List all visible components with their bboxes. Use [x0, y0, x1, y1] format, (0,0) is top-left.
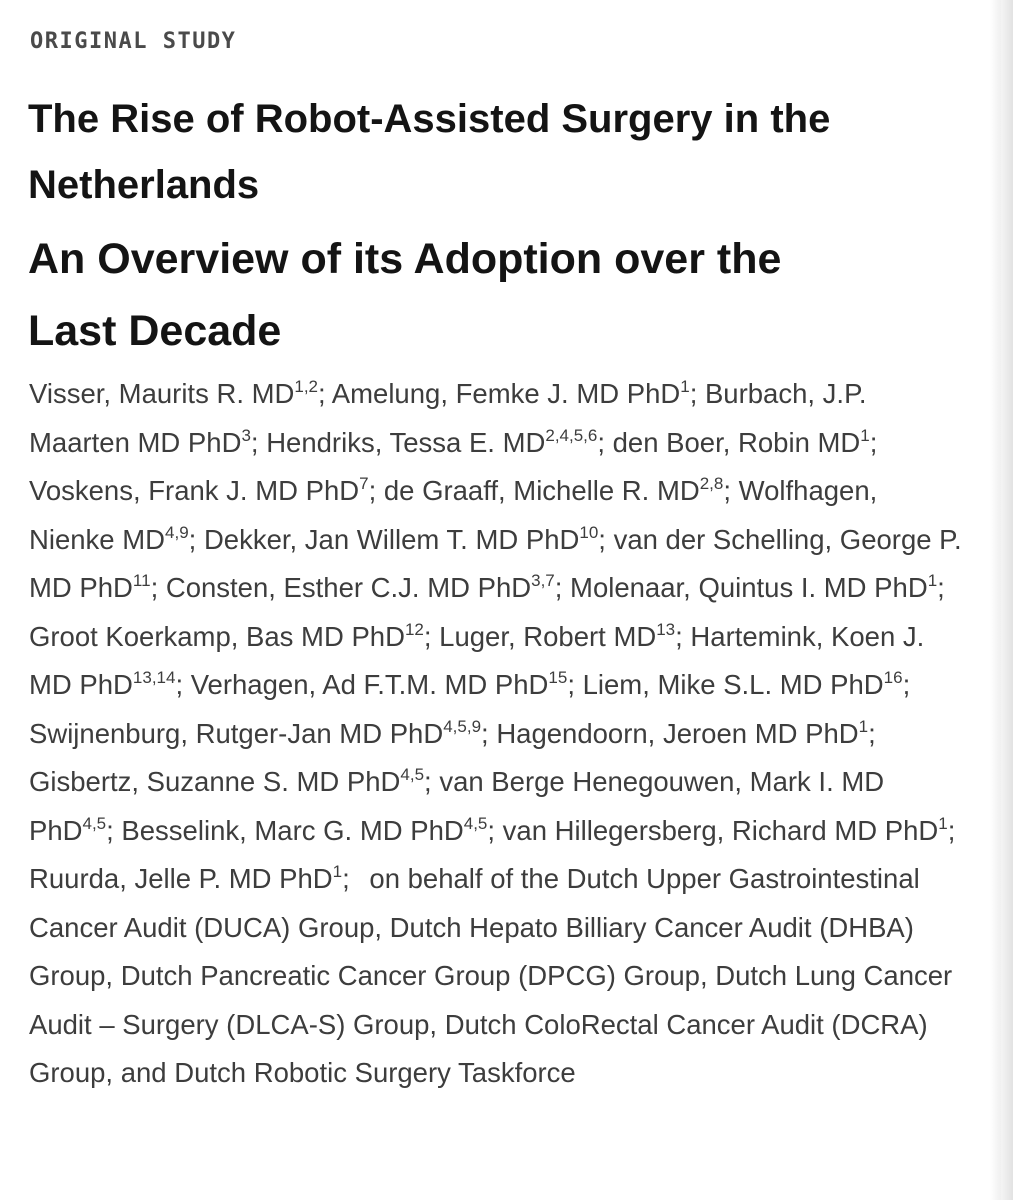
author-name[interactable]: van Berge Henegouwen, Mark I. MD PhD — [29, 766, 885, 846]
author-name[interactable]: Dekker, Jan Willem T. MD PhD — [203, 523, 580, 555]
affiliation-number[interactable]: 12 — [404, 619, 424, 639]
affiliation-number[interactable]: 1 — [927, 571, 938, 590]
affiliation-number[interactable]: 1 — [332, 862, 343, 881]
affiliation-number[interactable]: 1 — [860, 425, 870, 445]
author-name[interactable]: Groot Koerkamp, Bas MD PhD — [29, 620, 405, 652]
article-type-label: ORIGINAL STUDY — [30, 29, 237, 54]
affiliation-number[interactable]: 4,5 — [463, 813, 488, 833]
group-authorship: on behalf of the Dutch Upper Gastrointestinal Cancer Audit (DUCA) Group, Dutch Hepato Billiary Cancer Audit (DHBA) Group, Dutch Pancreatic Cancer Group (DPCG) Group, Dutch Lung Cancer Audit – Surgery (DLCA-S) Group, Dutch ColoRectal Cancer Audit (DCRA) Group, and Dutch Robotic Surgery Taskforce — [29, 863, 953, 1088]
author-name[interactable]: den Boer, Robin MD — [612, 426, 861, 458]
affiliation-number[interactable]: 2,4,5,6 — [545, 425, 598, 445]
author-name[interactable]: Luger, Robert MD — [439, 620, 657, 652]
affiliation-number[interactable]: 13 — [656, 619, 676, 639]
affiliation-number[interactable]: 16 — [883, 668, 903, 687]
author-name[interactable]: Molenaar, Quintus I. MD PhD — [570, 572, 928, 603]
affiliation-number[interactable]: 1,2 — [294, 377, 319, 396]
author-name[interactable]: van Hillegersberg, Richard MD PhD — [502, 814, 939, 846]
article-subtitle-line2: Last Decade — [28, 307, 282, 355]
affiliation-number[interactable]: 13,14 — [132, 668, 176, 687]
author-name[interactable]: van der Schelling, George P. MD PhD — [29, 523, 962, 603]
affiliation-number[interactable]: 1 — [858, 716, 869, 736]
affiliation-number[interactable]: 11 — [132, 571, 151, 590]
affiliation-number[interactable]: 1 — [680, 377, 690, 396]
affiliation-number[interactable]: 7 — [359, 474, 369, 493]
author-name[interactable]: Wolfhagen, Nienke MD — [29, 475, 878, 555]
affiliation-number[interactable]: 4,5 — [400, 765, 425, 784]
author-name[interactable]: Burbach, J.P. Maarten MD PhD — [29, 378, 867, 458]
author-name[interactable]: Amelung, Femke J. MD PhD — [331, 378, 681, 409]
author-name[interactable]: Liem, Mike S.L. MD PhD — [582, 669, 884, 700]
author-name[interactable]: Hagendoorn, Jeroen MD PhD — [496, 717, 859, 749]
affiliation-number[interactable]: 1 — [938, 813, 948, 833]
affiliation-number[interactable]: 3,7 — [531, 571, 555, 590]
article-title — [28, 86, 958, 218]
affiliation-number[interactable]: 4,9 — [165, 522, 189, 542]
affiliation-number[interactable]: 10 — [579, 522, 599, 542]
affiliation-number[interactable]: 15 — [548, 668, 568, 687]
affiliation-number[interactable]: 3 — [241, 425, 251, 445]
scrollbar-track[interactable] — [1001, 0, 1013, 1200]
author-name[interactable]: Consten, Esther C.J. MD PhD — [165, 572, 532, 603]
article-subtitle — [28, 223, 958, 367]
article-title-line2: Netherlands — [28, 163, 260, 207]
author-name[interactable]: Visser, Maurits R. MD — [29, 378, 295, 409]
author-name[interactable]: Gisbertz, Suzanne S. MD PhD — [29, 766, 401, 797]
author-list: Visser, Maurits R. MD$^{1,2}$; Amelung, Femke J. MD PhD$^1$; Burbach, J.P. Maarten MD PhD$^3$; Hendriks, Tessa E. MD$^{2,4,5,6}$; den Boer, Robin $MD^1$; Voskens, Frank J. MD PhD$^7$; de Graaff, Michelle R. MD$^{2,8}$; Wolfhagen, Nienke MD$^{4,9}$; Dekker, Jan Willem T. MD PhD$^{10}$; van der Schelling, George P. MD PhD$^{11}$; Consten, Esther C.J. MD PhD$^{3,7}$; Molenaar, Quintus I. MD PhD$^1$; Groot Koerkamp, Bas MD PhD$^{12}$; Luger, Robert MD$^{13}$; Hartemink, Koen J. MD PhD$^{13,14}$; Verhagen, Ad F.T.M. MD PhD$^{15}$; Liem, Mike S.L. MD PhD$^{16}$; Swijnenburg, Rutger-Jan MD PhD$^{4,5,9}$; Hagendoorn, Jeroen MD PhD$^1$; Gisbertz, Suzanne S. MD PhD$^{4,5}$; van Berge Henegouwen, Mark I. MD PhD$^{4,5}$; Besselink, Marc G. MD PhD$^{4,5}$; van Hillegersberg, Richard MD PhD$^1$; Ruurda, Jelle P. MD PhD$^1$; on behalf of the Dutch Upper Gastrointestinal Cancer Audit (DUCA) Group, Dutch Hepato Billiary Cancer Audit (DHBA) Group, Dutch Pancreatic Cancer Group (DPCG) Group, Dutch Lung Cancer Audit – Surgery (DLCA-S) Group, Dutch ColoRectal Cancer Audit (DCRA) Group, and Dutch Robotic Surgery Taskforce — [29, 377, 962, 1088]
author-name[interactable]: de Graaff, Michelle R. MD — [383, 475, 700, 506]
author-name[interactable]: Besselink, Marc G. MD PhD — [121, 814, 464, 846]
author-name[interactable]: Swijnenburg, Rutger-Jan MD PhD — [29, 717, 444, 749]
author-name[interactable]: Hendriks, Tessa E. MD — [266, 426, 546, 458]
article-subtitle-line1: An Overview of its Adoption over the — [28, 235, 782, 283]
author-name[interactable]: Hartemink, Koen J. MD PhD — [29, 620, 925, 700]
affiliation-number[interactable]: 4,5,9 — [443, 716, 482, 736]
affiliation-number[interactable]: 2,8 — [699, 474, 724, 493]
author-name[interactable]: Voskens, Frank J. MD PhD — [29, 475, 360, 506]
author-name[interactable]: Ruurda, Jelle P. MD PhD — [29, 863, 333, 894]
author-name[interactable]: Verhagen, Ad F.T.M. MD PhD — [190, 669, 549, 700]
article-title-line1: The Rise of Robot-Assisted Surgery in the — [28, 97, 831, 141]
affiliation-number[interactable]: 4,5 — [82, 813, 107, 833]
